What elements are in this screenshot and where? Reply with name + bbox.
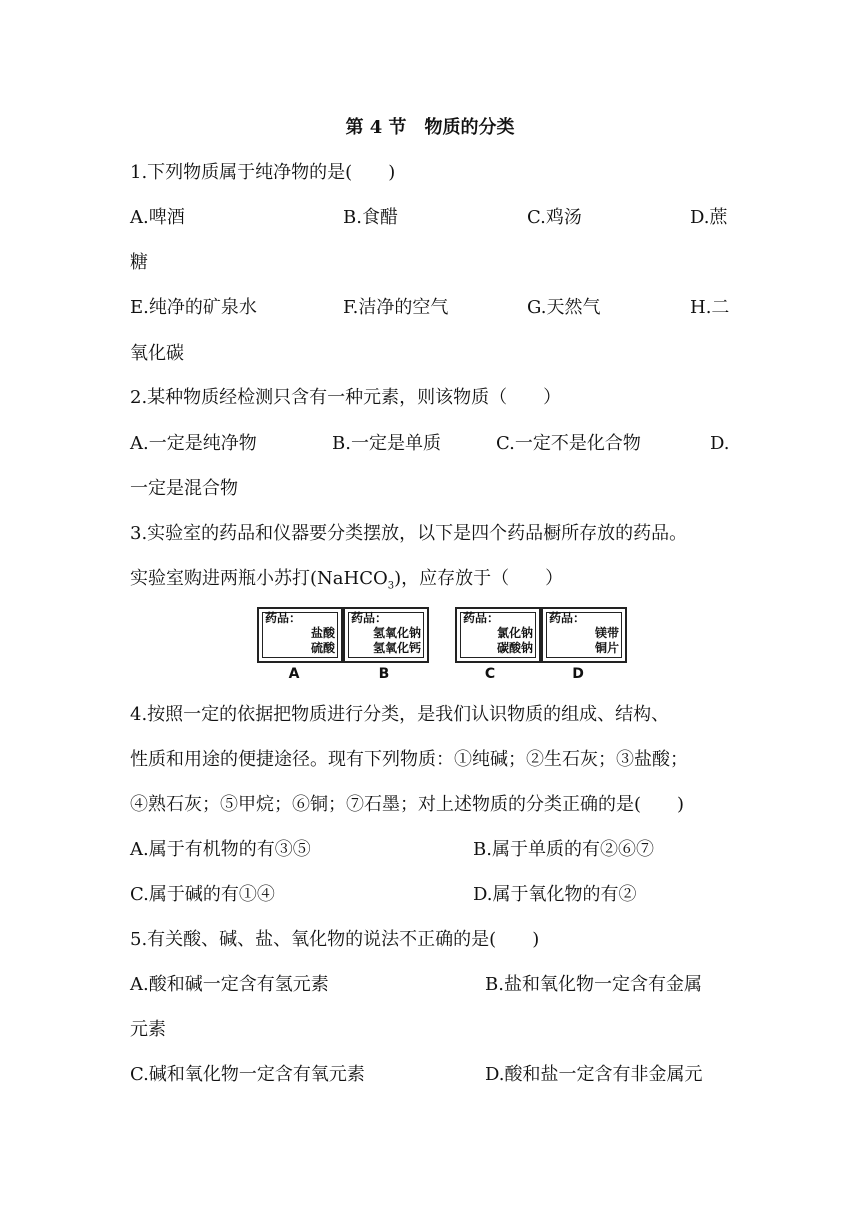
cabinet-d-label: D (572, 666, 584, 682)
q4-line-3: ④熟石灰；⑤甲烷；⑥铜；⑦石墨；对上述物质的分类正确的是( ) (130, 794, 685, 815)
cabinet-c-label: C (484, 666, 496, 682)
cabinet-c (455, 607, 541, 663)
cabinet-a (257, 607, 343, 663)
cabinet-b-item-1: 氢氧化钠 (372, 626, 421, 640)
cabinet-a-label: A (288, 666, 300, 682)
q2-option-b: B.一定是单质 (332, 433, 441, 454)
q1-option-c: C.鸡汤 (527, 207, 582, 228)
cabinet-b-item-2: 氢氧化钙 (372, 641, 421, 655)
cabinet-c-header: 药品： (463, 611, 500, 625)
cabinet-d-header: 药品： (549, 611, 586, 625)
cabinet-b (343, 607, 429, 663)
q1-stem: 1.下列物质属于纯净物的是( ) (130, 162, 396, 183)
q4-option-c: C.属于碱的有①④ (130, 884, 275, 905)
q3-line-2-sub: 3 (387, 580, 395, 592)
cabinet-d (541, 607, 627, 663)
cabinet-d-item-1: 镁带 (594, 626, 619, 640)
q4-option-d: D.属于氧化物的有② (473, 884, 637, 905)
q5-option-a: A.酸和碱一定含有氢元素 (130, 974, 329, 995)
q3-line-1: 3.实验室的药品和仪器要分类摆放，以下是四个药品橱所存放的药品。 (130, 523, 688, 544)
q4-line-1: 4.按照一定的依据把物质进行分类，是我们认识物质的组成、结构、 (130, 704, 670, 725)
q2-option-a: A.一定是纯净物 (130, 433, 257, 454)
q1-option-f: F.洁净的空气 (343, 297, 449, 318)
page-title: 第 4 节 物质的分类 (345, 117, 515, 138)
q1-option-b: B.食醋 (343, 207, 398, 228)
q3-line-2-b: )，应存放于（ ） (394, 568, 564, 589)
cabinet-d-item-2: 铜片 (594, 641, 619, 655)
q4-line-2: 性质和用途的便捷途径。现有下列物质：①纯碱；②生石灰；③盐酸； (130, 749, 688, 770)
q5-option-c: C.碱和氧化物一定含有氧元素 (130, 1064, 365, 1085)
q1-option-d-wrap: 糖 (130, 252, 148, 273)
q5-option-b: B.盐和氧化物一定含有金属 (485, 974, 702, 995)
cabinet-b-header: 药品： (351, 611, 388, 625)
q2-option-d-wrap: 一定是混合物 (130, 478, 238, 499)
cabinet-b-label: B (378, 666, 390, 682)
q1-option-e: E.纯净的矿泉水 (130, 297, 257, 318)
q1-option-a: A.啤酒 (130, 207, 185, 228)
q2-option-c: C.一定不是化合物 (496, 433, 641, 454)
q4-option-a: A.属于有机物的有③⑤ (130, 839, 311, 860)
q3-line-2 (130, 567, 563, 599)
q2-stem: 2.某种物质经检测只含有一种元素，则该物质（ ） (130, 387, 562, 408)
q5-option-b-wrap: 元素 (130, 1019, 166, 1040)
q1-option-d: D.蔗 (690, 207, 728, 228)
q1-option-h-wrap: 氧化碳 (130, 343, 184, 364)
cabinet-c-item-1: 氯化钠 (496, 626, 533, 640)
q1-option-g: G.天然气 (527, 297, 601, 318)
q2-option-d: D. (710, 433, 730, 454)
cabinet-a-item-1: 盐酸 (310, 626, 335, 640)
q5-option-d: D.酸和盐一定含有非金属元 (485, 1064, 703, 1085)
cabinet-c-item-2: 碳酸钠 (496, 641, 533, 655)
q4-option-b: B.属于单质的有②⑥⑦ (473, 839, 654, 860)
cabinet-a-item-2: 硫酸 (310, 641, 335, 655)
q1-option-h: H.二 (690, 297, 730, 318)
cabinet-a-header: 药品： (265, 611, 302, 625)
q3-line-2-a: 实验室购进两瓶小苏打(NaHCO (130, 568, 388, 589)
q5-stem: 5.有关酸、碱、盐、氧化物的说法不正确的是( ) (130, 929, 540, 950)
